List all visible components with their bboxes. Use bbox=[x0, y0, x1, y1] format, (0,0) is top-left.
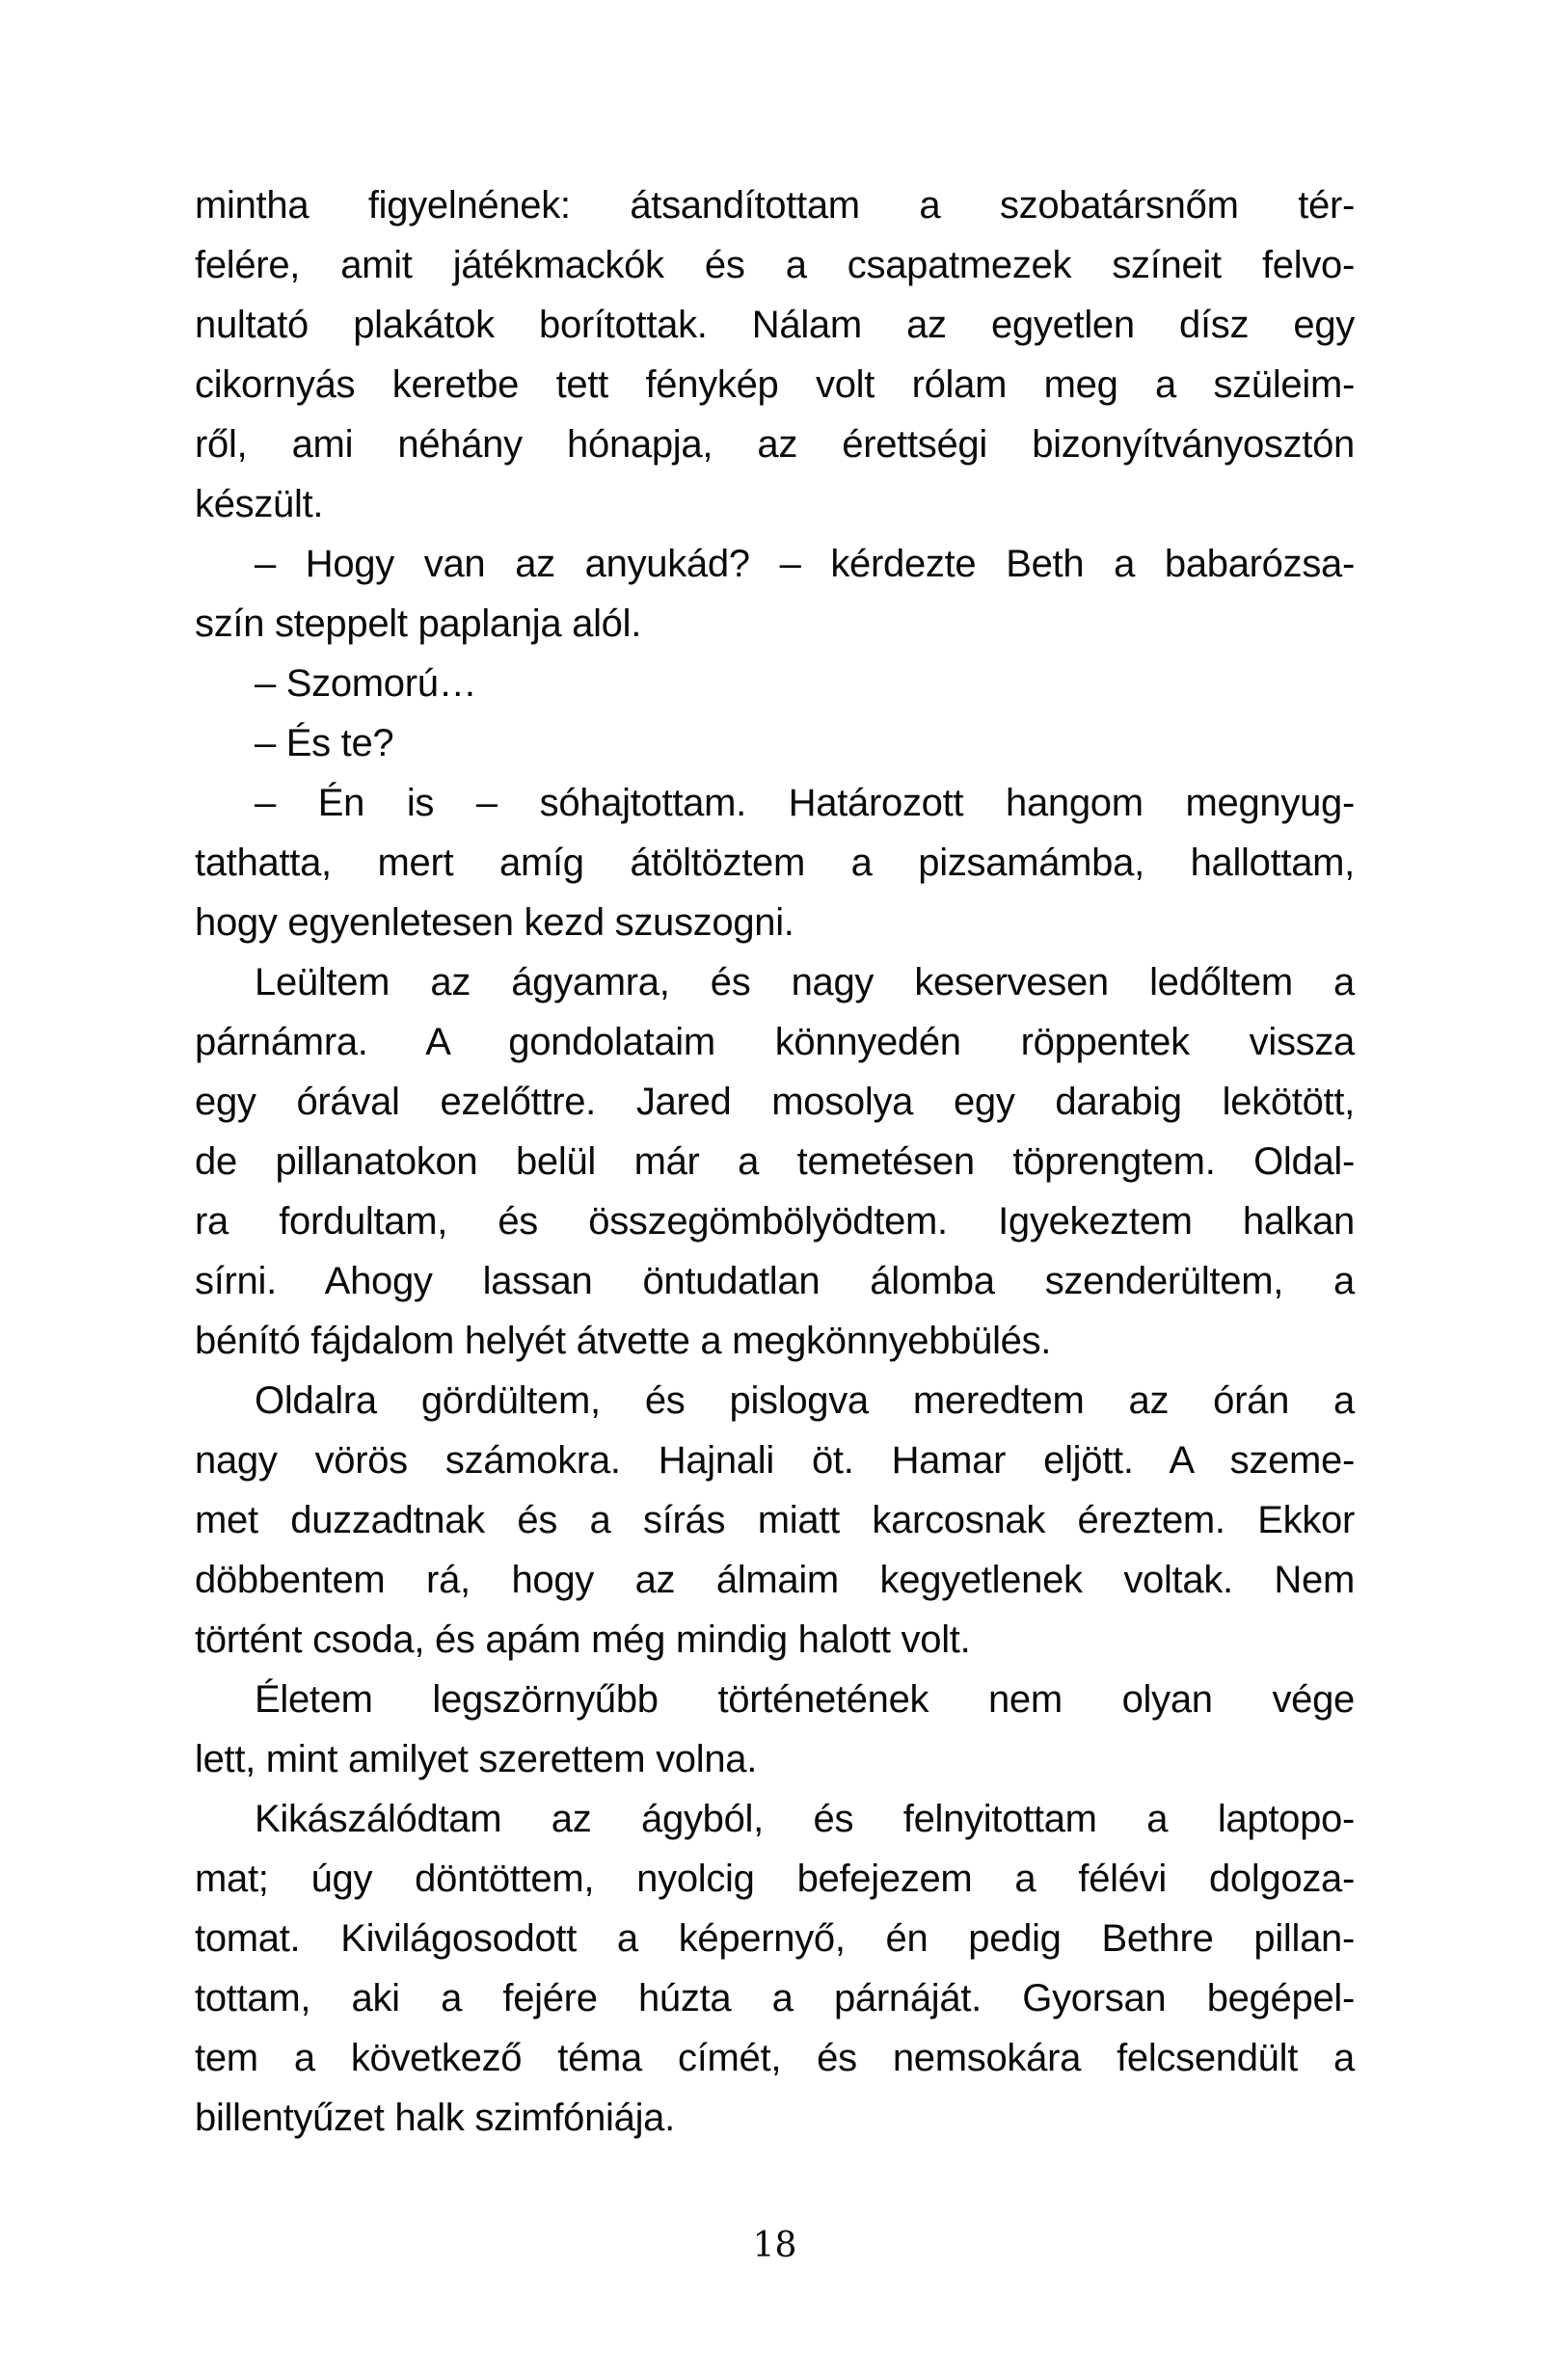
text-line: mintha figyelnének: átsandítottam a szobatársnőm tér- bbox=[195, 184, 1355, 227]
body-text bbox=[195, 175, 1355, 2148]
page-number: 18 bbox=[752, 2226, 797, 2265]
text-line: lett, mint amilyet szerettem volna. bbox=[195, 1738, 758, 1780]
text-line: Leültem az ágyamra, és nagy keservesen ledőltem a bbox=[255, 961, 1355, 1003]
text-line: ra fordultam, és összegömbölyödtem. Igyekeztem halkan bbox=[195, 1200, 1355, 1243]
text-line: cikornyás keretbe tett fénykép volt rólam meg a szüleim- bbox=[195, 363, 1355, 406]
text-line-dialogue: – Szomorú… bbox=[255, 662, 477, 705]
text-line: billentyűzet halk szimfóniája. bbox=[195, 2097, 675, 2139]
text-line: tathatta, mert amíg átöltöztem a pizsamámba, hallottam, bbox=[195, 842, 1355, 884]
text-line: ről, ami néhány hónapja, az érettségi bizonyítványosztón bbox=[195, 423, 1355, 466]
text-line-dialogue: – Hogy van az anyukád? – kérdezte Beth a babarózsa- bbox=[255, 543, 1355, 585]
text-line: de pillanatokon belül már a temetésen töprengtem. Oldal- bbox=[195, 1140, 1355, 1183]
text-line: bénító fájdalom helyét átvette a megkönnyebbülés. bbox=[195, 1320, 1052, 1362]
text-line-dialogue: – Én is – sóhajtottam. Határozott hangom megnyug- bbox=[255, 782, 1355, 824]
text-line: Oldalra gördültem, és pislogva meredtem az órán a bbox=[255, 1379, 1355, 1422]
text-line: mat; úgy döntöttem, nyolcig befejezem a félévi dolgoza- bbox=[195, 1858, 1355, 1900]
text-line: döbbentem rá, hogy az álmaim kegyetlenek voltak. Nem bbox=[195, 1559, 1355, 1601]
text-line: tomat. Kivilágosodott a képernyő, én pedig Bethre pillan- bbox=[195, 1917, 1355, 1960]
text-line: hogy egyenletesen kezd szuszogni. bbox=[195, 901, 794, 944]
text-line: szín steppelt paplanja alól. bbox=[195, 602, 642, 645]
text-line: nagy vörös számokra. Hajnali öt. Hamar eljött. A szeme- bbox=[195, 1439, 1355, 1482]
text-line: történt csoda, és apám még mindig halott volt. bbox=[195, 1618, 971, 1661]
text-line: készült. bbox=[195, 483, 324, 525]
text-line: met duzzadtnak és a sírás miatt karcosnak éreztem. Ekkor bbox=[195, 1499, 1355, 1541]
text-line: sírni. Ahogy lassan öntudatlan álomba szenderültem, a bbox=[195, 1260, 1355, 1302]
text-line-dialogue: – És te? bbox=[255, 722, 394, 764]
text-line: tem a következő téma címét, és nemsokára felcsendült a bbox=[195, 2037, 1355, 2079]
text-line: egy órával ezelőttre. Jared mosolya egy darabig lekötött, bbox=[195, 1081, 1355, 1123]
text-line: Kikászálódtam az ágyból, és felnyitottam a laptopo- bbox=[255, 1798, 1355, 1840]
text-line: tottam, aki a fejére húzta a párnáját. Gyorsan begépel- bbox=[195, 1977, 1355, 2019]
text-line: Életem legszörnyűbb történetének nem olyan vége bbox=[255, 1678, 1355, 1721]
text-line: párnámra. A gondolataim könnyedén röppentek vissza bbox=[195, 1021, 1355, 1063]
text-line: nultató plakátok borítottak. Nálam az egyetlen dísz egy bbox=[195, 304, 1355, 346]
text-line: felére, amit játékmackók és a csapatmezek színeit felvo- bbox=[195, 244, 1355, 286]
